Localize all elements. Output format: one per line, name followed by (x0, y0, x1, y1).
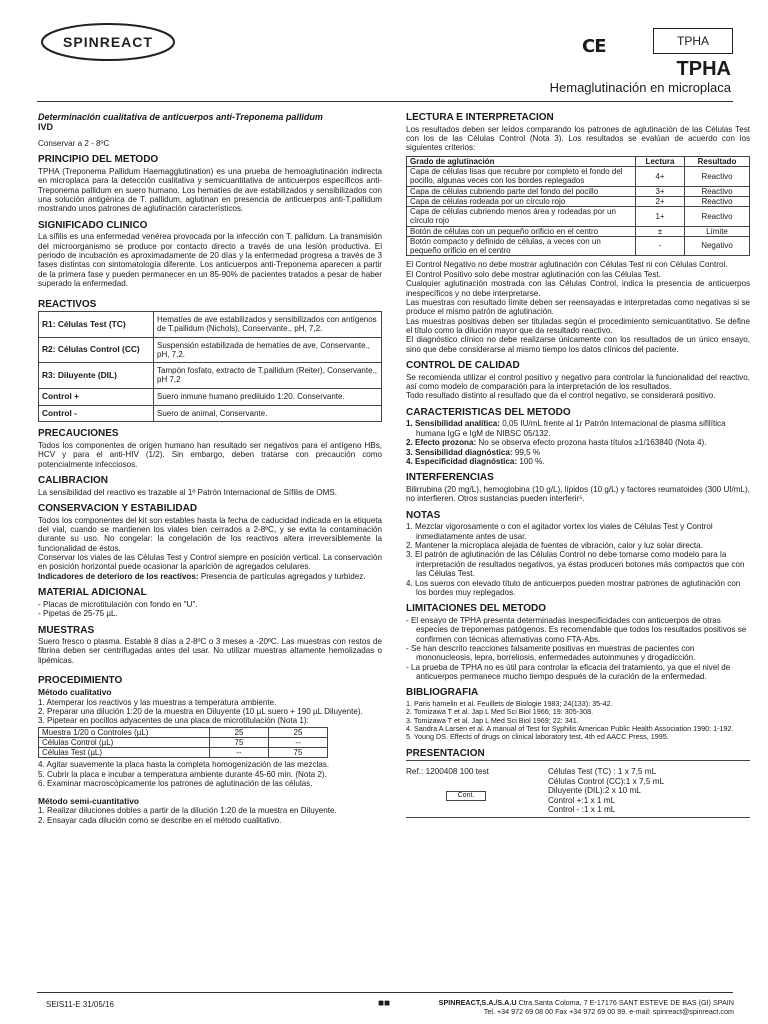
lt-cell: 2+ (636, 196, 685, 206)
lectura-note: Cualquier aglutinación mostrada con las Células Control, indica la presencia de anticuerpos inespecíficos y no debe interpretarse. (406, 279, 750, 298)
page-subtitle: Hemaglutinación en microplaca (549, 80, 731, 95)
ref-label: Ref.: 1200408 100 test (406, 767, 489, 777)
ce-mark: CE (582, 36, 606, 57)
svg-text:SPINREACT: SPINREACT (63, 34, 153, 50)
proc-step: 2. Preparar una dilución 1:20 de la muestra en Diluyente (10 µL suero + 190 µL Diluyente). (38, 706, 363, 716)
proc-step: 1. Atemperar los reactivos y las muestras a temperatura ambiente. (38, 697, 277, 707)
clinico-heading: SIGNIFICADO CLINICO (38, 219, 148, 231)
reactivo-name: R1: Células Test (TC) (39, 312, 154, 338)
lt-cell: Botón compacto y definido de células, a veces con un pequeño orificio en el centro (407, 236, 636, 256)
reactivo-row (39, 363, 382, 389)
right-column (406, 112, 750, 818)
proc-step: 4. Agitar suavemente la placa hasta la completa homogenización de las mezclas. (38, 760, 330, 770)
dosing-cell: Muestra 1/20 o Controles (µL) (39, 727, 210, 737)
lt-cell: Capa de células lisas que recubre por completo el fondo del pocillo, algunas veces con los bordes replegados (407, 166, 636, 186)
reactivo-row (39, 405, 382, 422)
reactivo-desc: Suero de animal, Conservante. (154, 405, 382, 422)
nota-item: 1. Mezclar vigorosamente o con el agitador vortex los viales de Células Test y Control inmediatamente antes de usar. (406, 522, 713, 541)
limitacion-item: - La prueba de TPHA no es útil para controlar la eficacia del tratamiento, ya que el nivel de anticuerpos permanece mucho tiempo después de la curación de la enfermedad. (406, 662, 731, 682)
caract-value: 99,5 % (512, 447, 541, 457)
precauciones-heading: PRECAUCIONES (38, 428, 119, 440)
dosing-cell: 25 (210, 727, 269, 737)
lectura-heading: LECTURA E INTERPRETACION (406, 112, 554, 123)
dosing-cell: 75 (210, 737, 269, 747)
calibracion-heading: CALIBRACION (38, 474, 108, 486)
company-address: Ctra.Santa Coloma, 7 E-17176 SANT ESTEVE DE BAS (GI) SPAIN (516, 998, 734, 1007)
dosing-cell: -- (210, 748, 269, 758)
caract-label: 1. Sensibilidad analítica: (406, 419, 501, 429)
present-item: Células Control (CC):1 x 7,5 mL (548, 776, 665, 786)
lt-cell: Reactivo (685, 196, 750, 206)
conservacion-heading: CONSERVACION Y ESTABILIDAD (38, 502, 198, 514)
caract-item (406, 448, 750, 457)
lt-cell: Límite (685, 226, 750, 236)
lectura-row (407, 207, 750, 227)
caract-item (406, 438, 750, 447)
footer-divider (37, 992, 733, 993)
material-heading: MATERIAL ADICIONAL (38, 587, 147, 599)
reactivo-row (39, 388, 382, 405)
dosing-row (39, 727, 328, 737)
spinreact-logo (40, 22, 176, 62)
dosing-cell: 75 (269, 748, 328, 758)
semi-step: 2. Ensayar cada dilución como se describe en el método cualitativo. (38, 815, 282, 825)
footer-contact-block (354, 998, 734, 1016)
code-box: TPHA (653, 28, 733, 54)
lectura-row (407, 226, 750, 236)
limitacion-item: - El ensayo de TPHA presenta determinadas inespecificidades con anticuerpos de otras especies de treponemas patógenos. Es recomendable que todos los resultados positivos se confirmen con técnicas alternativas como FTA-Abs. (406, 615, 747, 644)
presentacion-heading: PRESENTACION (406, 747, 485, 759)
lt-cell: Capa de células rodeada por un círculo rojo (407, 196, 636, 206)
metodo-cualitativo-heading: Método cualitativo (38, 686, 112, 697)
semi-step: 1. Realizar diluciones dobles a partir de la dilución 1:20 de la muestra en Diluyente. (38, 806, 337, 816)
left-column (38, 112, 382, 825)
reactivo-name: R2: Células Control (CC) (39, 337, 154, 363)
deterioro-label: Indicadores de deterioro de los reactivos: (38, 571, 199, 581)
deterioro-text (38, 572, 382, 581)
lt-cell: - (636, 236, 685, 256)
notas-heading: NOTAS (406, 509, 441, 521)
nota-item: 3. El patrón de aglutinación de las Células Control no debe tomarse como modelo para la interpretación de resultados negativos, ya éstas producen botones más compactos que con las Células Test. (406, 550, 745, 579)
calidad-text: Se recomienda utilizar el control positivo y negativo para controlar la funcionalidad del reactivo, así como modelo de comparación para la interpretación de los resultados. (406, 372, 750, 392)
present-item: Control +:1 x 1 mL (548, 795, 616, 805)
lectura-note: El Control Negativo no debe mostrar aglutinación con Células Test ni con Células Control. (406, 260, 728, 270)
biblio-item: 5. Young DS. Effects of drugs on clinical laboratory test, 4th ed AACC Press, 1995. (406, 732, 669, 742)
lt-cell: Reactivo (685, 166, 750, 186)
lt-cell: Negativo (685, 236, 750, 256)
biblio-item: 3. Tomizawa T et al. Jap L Med Sci Biol 1969; 22: 341. (406, 715, 579, 725)
caract-label: 3. Sensibilidad diagnóstica: (406, 447, 513, 457)
page-title: TPHA (676, 58, 731, 80)
storage-note: Conservar a 2 - 8ºC (38, 138, 110, 148)
dosing-cell: 25 (269, 727, 328, 737)
intro-title: Determinación cualitativa de anticuerpos anti-Treponema pallidum (38, 112, 323, 122)
reactivo-name: R3: Diluyente (DIL) (39, 363, 154, 389)
dosing-cell: Células Control (µL) (39, 737, 210, 747)
proc-step: 6. Examinar macroscópicamente los patrones de aglutinación de las células. (38, 779, 313, 789)
muestras-text: Suero fresco o plasma. Estable 8 días a 2-8ºC o 3 meses a -20ºC. Las muestras con restos de fibrina deben ser centrifugadas antes del usar. No utilizar muestras altamente hemolizadas o lipémicas. (38, 637, 382, 665)
present-item: Células Test (TC) : 1 x 7,5 mL (548, 767, 657, 777)
lectura-note: Las muestras con resultado límite deben ser reensayadas e interpretadas como negativas si se produce el mismo patrón de aglutinación. (406, 297, 750, 317)
proc-step: 3. Pipetear en pocillos adyacentes de una placa de microtitulación (Nota 1): (38, 716, 309, 726)
lt-cell: 4+ (636, 166, 685, 186)
caract-item (406, 457, 750, 466)
calidad-text-2: Todo resultado distinto al resultado que da el control negativo, se considerará positivo. (406, 391, 716, 401)
lectura-table (406, 156, 750, 257)
dosing-row (39, 748, 328, 758)
lt-cell: Reactivo (685, 207, 750, 227)
bibliografia-heading: BIBLIOGRAFIA (406, 687, 479, 699)
metodo-semi-heading: Método semi-cuantitativo (38, 795, 139, 806)
lt-cell: 3+ (636, 186, 685, 196)
biblio-item: 1. Paris hamelin et al. Feuillets de Biologie 1983; 24(133): 35-42. (406, 699, 613, 709)
conservacion-text-2: Conservar los viales de las Células Test y Control siempre en posición vertical. La conservación en posición horizontal puede ocasionar la aparición de agregados celulares. (38, 553, 382, 572)
deterioro-value: Presencia de partículas agregados y turbidez. (198, 571, 366, 581)
interf-heading: INTERFERENCIAS (406, 472, 494, 484)
principio-heading: PRINCIPIO DEL METODO (38, 154, 159, 166)
dosing-cell: -- (269, 737, 328, 747)
lt-cell: 1+ (636, 207, 685, 227)
caract-label: 4. Especificidad diagnóstica: (406, 456, 518, 466)
present-item: Diluyente (DIL):2 x 10 mL (548, 786, 641, 796)
presentacion-block (406, 760, 750, 818)
material-item: - Pipetas de 25-75 µL. (38, 609, 118, 619)
reactivo-name: Control + (39, 388, 154, 405)
dosing-table (38, 727, 328, 759)
cont-box: Cont. (446, 791, 486, 801)
principio-text: TPHA (Treponema Pallidum Haemagglutination) es una prueba de hemoaglutinación indirecta en microplaca para la detección cualitativa y semicuantitativa de anticuerpos específicos anti-Treponema pallidum en suero humano. Los hematíes de ave estabilizados y sensibilizados con una solución antigénica de T. pallidum, aglutinan en presencia de anticuerpos anti-T.pallidum mostrando unos patrones de aglutinación característicos. (38, 166, 382, 214)
material-item: - Placas de microtitulación con fondo en "U". (38, 599, 198, 609)
lt-cell: Capa de células cubriendo parte del fondo del pocillo (407, 186, 636, 196)
biblio-item: 4. Sandra A Larsen et al. A manual of Test for Syphilis American Public Health Association 1990: 1-192. (406, 724, 734, 734)
caract-value: 100 %. (517, 456, 545, 466)
dosing-cell: Células Test (µL) (39, 748, 210, 758)
lectura-note: Las muestras positivas deben ser tituladas según el procedimiento semicuantitativo. Se define el título como la dilución mayor que da resultado reactivo. (406, 316, 750, 335)
reactivos-heading: REACTIVOS (38, 298, 97, 310)
lt-cell: Capa de células cubriendo menos área y rodeadas por un círculo rojo (407, 207, 636, 227)
lectura-row (407, 186, 750, 196)
proc-step: 5. Cubrir la placa e incubar a temperatura ambiente durante 45-60 min. (Nota 2). (38, 769, 327, 779)
nota-item: 2. Mantener la microplaca alejada de fuentes de vibración, calor y luz solar directa. (406, 541, 703, 550)
lectura-row (407, 236, 750, 256)
factory-icon: ■■ (378, 998, 391, 1009)
reactivo-desc: Suero inmune humano prediluido 1:20. Conservante. (154, 388, 382, 405)
nota-item: 4. Los sueros con elevado título de anticuerpos pueden mostrar patrones de aglutinación con los bordes muy replegados. (406, 578, 741, 597)
present-item: Control - :1 x 1 mL (548, 805, 616, 815)
lt-cell: Botón de células con un pequeño orificio en el centro (407, 226, 636, 236)
reactivo-desc: Suspensión estabilizada de hematíes de ave, Conservante., pH, 7,2. (154, 337, 382, 363)
biblio-item: 2. Tomizawa T et al. Jap L Med Sci Biol 1966; 19: 305-308. (406, 707, 594, 717)
precauciones-text: Todos los componentes de origen humano han resultado ser negativos para el antígeno HBs, HCV y para el anti-HIV (1/2). Sin embargo, deben tratarse con precaución como potencialmente infecciosos. (38, 440, 382, 469)
caract-item (406, 419, 750, 438)
lectura-row (407, 196, 750, 206)
lt-cell: ± (636, 226, 685, 236)
caract-value: 0,05 IU/mL frente al 1r Patrón Internacional de plasma sifilítica humana IgG e IgM de NIBSC 05/132. (416, 419, 726, 438)
reactivo-desc: Tampón fosfato, extracto de T.pallidum (Reiter), Conservante., pH 7,2 (154, 363, 382, 389)
company-contact: Tel. +34 972 69 08 00 Fax +34 972 69 00 99. e-mail: spinreact@spinreact.com (483, 1007, 734, 1016)
lt-header: Grado de aglutinación (407, 156, 636, 166)
reactivo-row (39, 312, 382, 338)
calidad-heading: CONTROL DE CALIDAD (406, 360, 520, 372)
limitaciones-heading: LIMITACIONES DEL METODO (406, 603, 547, 615)
lectura-text: Los resultados deben ser leídos comparando los patrones de aglutinación de las Células Test con los de las Células Control (Nota 3). Los resultados se evalúan de acuerdo con los siguientes criterios: (406, 124, 750, 153)
lt-cell: Reactivo (685, 186, 750, 196)
caract-value: No se observa efecto prozona hasta títulos ≥1/163840 (Nota 4). (476, 438, 707, 448)
lectura-note: El Control Positivo solo debe mostrar aglutinación con las Células Test. (406, 269, 661, 279)
lectura-note: El diagnóstico clínico no debe realizarse únicamente con los resultados de un único ensayo, sino que debe considerarse al mismo tiempo los datos clínicos del paciente. (406, 335, 750, 354)
ivd-label: IVD (38, 122, 54, 133)
reactivos-table (38, 311, 382, 422)
interf-text: Bilirrubina (20 mg/L), hemoglobina (10 g/L), lípidos (10 g/L) y factores reumatoides (300 UI/mL), no interfieren. Otros sustancias pueden interferir⁵. (406, 484, 750, 504)
reactivo-name: Control - (39, 405, 154, 422)
company-name: SPINREACT,S.A./S.A.U (438, 998, 517, 1007)
calibracion-text: La sensibilidad del reactivo es trazable al 1º Patrón Internacional de Sífilis de OMS. (38, 487, 337, 497)
procedimiento-heading: PROCEDIMIENTO (38, 675, 123, 687)
lectura-row (407, 166, 750, 186)
lt-header: Lectura (636, 156, 685, 166)
caract-label: 2. Efecto prozona: (406, 438, 477, 448)
clinico-text: La sífilis es una enfermedad venérea provocada por la infección con T. pallidum. La transmisión del microorganismo se produce por contacto directo a través de una lesión productiva. El periodo de incubación es aproximadamente de 20 días y la enfermedad progresa a través de 3 fases distintas con sintomatología diferente. Los anticuerpos anti-Treponema aparecen a partir de la primera fase y pueden permanecer en un 85-90% de pacientes tratados a pesar de haber superado la enfermedad. (38, 232, 382, 289)
lt-header: Resultado (685, 156, 750, 166)
reactivo-desc: Hematíes de ave estabilizados y sensibilizados con antígenos de T.pallidum (Nichols), Conservante., pH, 7,2. (154, 312, 382, 338)
dosing-row (39, 737, 328, 747)
conservacion-text: Todos los componentes del kit son estables hasta la fecha de caducidad indicada en la etiqueta del vial, cuando se mantienen los viales bien cerrados a 2-8ºC, y se evita la contaminación durante su uso. No congelar: la congelación de los reactivos altera irreversiblemente la funcionalidad de éstos. (38, 515, 382, 553)
header-divider (37, 101, 733, 102)
caract-heading: CARACTERISTICAS DEL METODO (406, 406, 571, 418)
doc-code: SEIS11-E 31/05/16 (46, 1000, 114, 1009)
reactivo-row (39, 337, 382, 363)
limitacion-item: - Se han descrito reacciones falsamente positivas en muestras de pacientes con mononucleosis, lepra, borreliosis, enfermedades autoinmunes y drogadicción. (406, 643, 696, 663)
muestras-heading: MUESTRAS (38, 624, 95, 636)
